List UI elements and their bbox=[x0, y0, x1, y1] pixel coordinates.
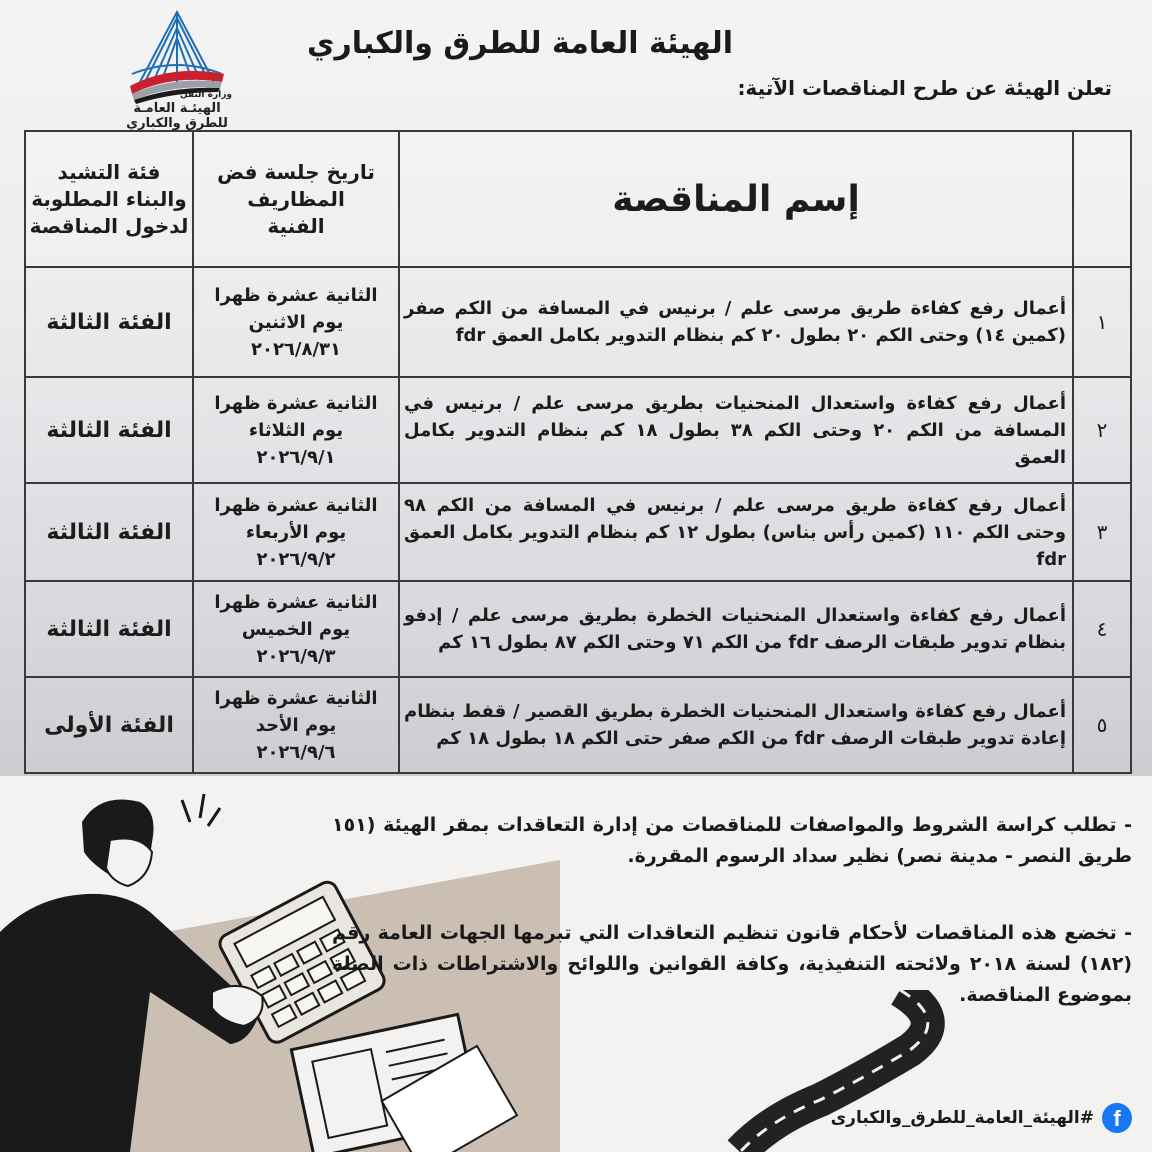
table-row bbox=[25, 581, 1131, 677]
note-legal-framework: - تخضع هذه المناقصات لأحكام قانون تنظيم التعاقدات التي تبرمها الجهات العامة رقم (١٨٢) لسنة ٢٠١٨ ولائحته التنفيذية، وكافة القوانين واللوائح والاشتراطات ذات الصلة بموضوع المناقصة. bbox=[332, 922, 1132, 1006]
row-number: ١ bbox=[1073, 267, 1131, 377]
opening-day: يوم الثلاثاء bbox=[248, 419, 344, 441]
page-title: الهيئة العامة للطرق والكباري bbox=[306, 26, 734, 61]
tender-name: أعمال رفع كفاءة واستعدال المنحنيات الخطرة بطريق مرسى علم / إدفو بنظام تدوير طبقات الرصف fdr من الكم ٧١ وحتى الكم ٨٧ بطول ١٦ كم bbox=[399, 581, 1073, 677]
opening-day: يوم الخميس bbox=[241, 618, 351, 640]
opening-date-cell bbox=[193, 677, 399, 773]
header-opening-date: تاريخ جلسة فض المظاريف الفنية bbox=[193, 131, 399, 267]
opening-date: ٢٠٢٦/٩/٦ bbox=[256, 741, 336, 763]
opening-date-cell bbox=[193, 377, 399, 483]
opening-day: يوم الأربعاء bbox=[245, 521, 347, 543]
footer bbox=[831, 1098, 1132, 1138]
header-category: فئة التشيد والبناء المطلوبة لدخول المناقصة bbox=[25, 131, 193, 267]
category-cell: الفئة الثالثة bbox=[25, 581, 193, 677]
tender-name: أعمال رفع كفاءة طريق مرسى علم / برنيس في المسافة من الكم صفر (كمين ١٤) وحتى الكم ٢٠ بطول ٢٠ كم بنظام التدوير بكامل العمق fdr bbox=[399, 267, 1073, 377]
row-number: ٥ bbox=[1073, 677, 1131, 773]
opening-day: يوم الاثنين bbox=[248, 311, 344, 333]
announcement-text: تعلن الهيئة عن طرح المناقصات الآتية: bbox=[737, 76, 1112, 100]
opening-day: يوم الأحد bbox=[255, 714, 337, 736]
opening-date: ٢٠٢٦/٩/٣ bbox=[256, 645, 336, 667]
opening-time: الثانية عشرة ظهرا bbox=[214, 687, 378, 709]
category-cell: الفئة الثالثة bbox=[25, 377, 193, 483]
opening-date: ٢٠٢٦/٨/٣١ bbox=[250, 338, 342, 360]
tender-name: أعمال رفع كفاءة طريق مرسى علم / برنيس في المسافة من الكم ٩٨ وحتى الكم ١١٠ (كمين رأس بناس) بطول ١٢ كم بنظام التدوير بكامل العمق fdr bbox=[399, 483, 1073, 581]
logo-line-1: الهيئـة العامـة bbox=[133, 101, 221, 116]
row-number: ٤ bbox=[1073, 581, 1131, 677]
opening-date-cell bbox=[193, 581, 399, 677]
tender-name: أعمال رفع كفاءة واستعدال المنحنيات بطريق مرسى علم / برنيس في المسافة من الكم ٢٠ وحتى الكم ٣٨ بطول ١٨ كم بنظام التدوير بكامل العمق bbox=[399, 377, 1073, 483]
opening-date: ٢٠٢٦/٩/٢ bbox=[256, 548, 336, 570]
opening-time: الثانية عشرة ظهرا bbox=[214, 284, 378, 306]
opening-date-cell bbox=[193, 483, 399, 581]
opening-time: الثانية عشرة ظهرا bbox=[214, 591, 378, 613]
table-row bbox=[25, 677, 1131, 773]
facebook-icon[interactable]: f bbox=[1102, 1103, 1132, 1133]
footer-hashtag[interactable]: #الهيئة_العامة_للطرق_والكبارى bbox=[830, 1108, 1094, 1128]
tender-name: أعمال رفع كفاءة واستعدال المنحنيات الخطرة بطريق القصير / قفط بنظام إعادة تدوير طبقات الرصف fdr من الكم صفر حتى الكم ١٨ بطول ١٨ كم bbox=[399, 677, 1073, 773]
note-specifications: - تطلب كراسة الشروط والمواصفات للمناقصات من إدارة التعاقدات بمقر الهيئة (١٥١ طريق النصر - مدينة نصر) نظير سداد الرسوم المقررة. bbox=[332, 814, 1132, 867]
logo-ministry: وزارة النقل bbox=[179, 90, 232, 100]
opening-time: الثانية عشرة ظهرا bbox=[214, 494, 378, 516]
row-number: ٢ bbox=[1073, 377, 1131, 483]
opening-time: الثانية عشرة ظهرا bbox=[214, 392, 378, 414]
table-row bbox=[25, 377, 1131, 483]
logo-line-2: للطرق والكباري bbox=[126, 116, 228, 131]
category-cell: الفئة الأولى bbox=[25, 677, 193, 773]
table-header-row bbox=[25, 131, 1131, 267]
header-tender-name: إسم المناقصة bbox=[399, 131, 1073, 267]
logo-caption bbox=[112, 90, 242, 131]
tenders-table bbox=[24, 130, 1132, 774]
category-cell: الفئة الثالثة bbox=[25, 267, 193, 377]
opening-date: ٢٠٢٦/٩/١ bbox=[256, 446, 336, 468]
opening-date-cell bbox=[193, 267, 399, 377]
category-cell: الفئة الثالثة bbox=[25, 483, 193, 581]
table-row bbox=[25, 267, 1131, 377]
row-number: ٣ bbox=[1073, 483, 1131, 581]
table-row bbox=[25, 483, 1131, 581]
header-number bbox=[1073, 131, 1131, 267]
